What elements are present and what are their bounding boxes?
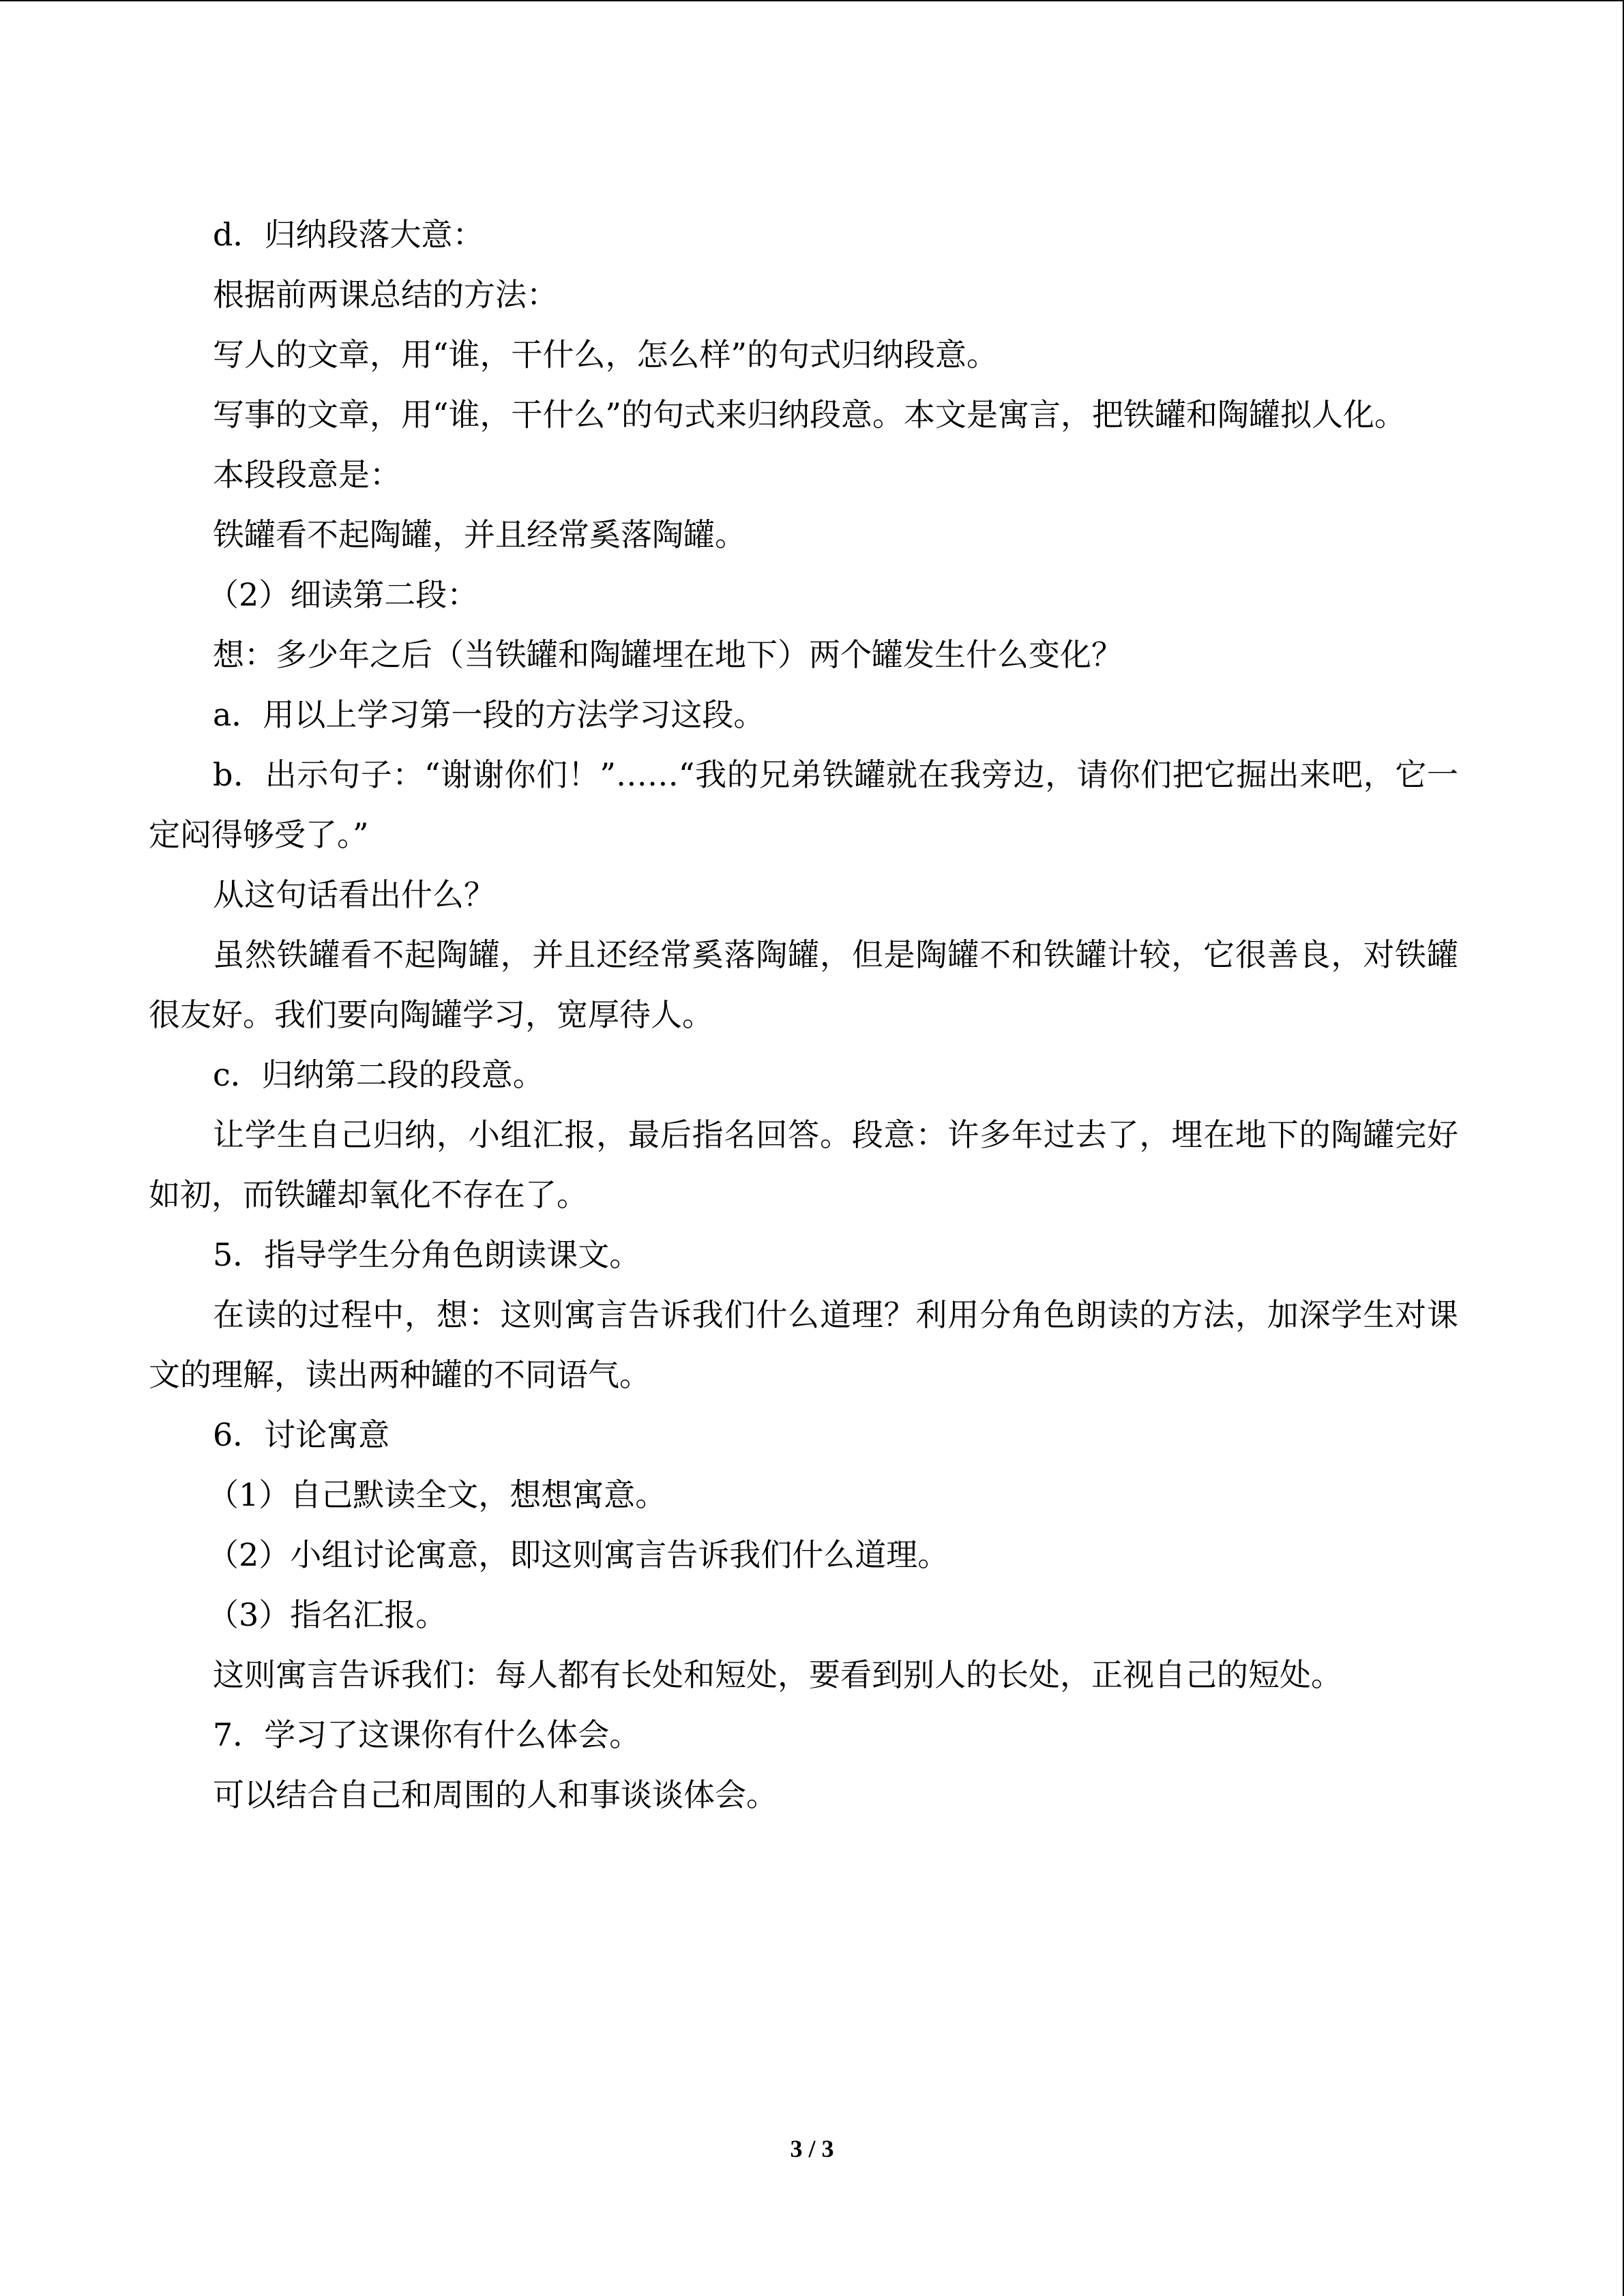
paragraph: b．出示句子：“谢谢你们！”……“我的兄弟铁罐就在我旁边，请你们把它掘出来吧，它一定闷得够受了。” <box>149 756 1458 853</box>
paragraph: 虽然铁罐看不起陶罐，并且还经常奚落陶罐，但是陶罐不和铁罐计较，它很善良，对铁罐很友好。我们要向陶罐学习，宽厚待人。 <box>149 936 1458 1033</box>
paragraph: 写人的文章，用“谁，干什么，怎么样”的句式归纳段意。 <box>213 336 999 373</box>
list-item: （2）小组讨论寓意，即这则寓言告诉我们什么道理。 <box>207 1536 949 1573</box>
section-heading: 6．讨论寓意 <box>213 1416 390 1453</box>
paragraph: 可以结合自己和周围的人和事谈谈体会。 <box>213 1776 778 1813</box>
paragraph: a．用以上学习第一段的方法学习这段。 <box>213 696 765 733</box>
document-body <box>149 205 1458 1825</box>
paragraph: 铁罐看不起陶罐，并且经常奚落陶罐。 <box>213 516 746 553</box>
list-item: （1）自己默读全文，想想寓意。 <box>207 1476 667 1513</box>
paragraph: d．归纳段落大意： <box>213 216 484 253</box>
paragraph: 写事的文章，用“谁，干什么”的句式来归纳段意。本文是寓言，把铁罐和陶罐拟人化。 <box>213 396 1406 433</box>
paragraph: 在读的过程中，想：这则寓言告诉我们什么道理？利用分角色朗读的方法，加深学生对课文的理解，读出两种罐的不同语气。 <box>149 1296 1458 1393</box>
paragraph: 让学生自己归纳，小组汇报，最后指名回答。段意：许多年过去了，埋在地下的陶罐完好如初，而铁罐却氧化不存在了。 <box>149 1116 1458 1213</box>
section-heading: （2）细读第二段： <box>207 576 479 613</box>
section-heading: 7．学习了这课你有什么体会。 <box>213 1716 641 1753</box>
paragraph: 从这句话看出什么？ <box>213 876 495 913</box>
paragraph: 根据前两课总结的方法： <box>213 276 558 313</box>
paragraph: 这则寓言告诉我们：每人都有长处和短处，要看到别人的长处，正视自己的短处。 <box>213 1656 1342 1693</box>
page-number: 3 / 3 <box>790 2135 834 2162</box>
paragraph: 本段段意是： <box>213 456 401 493</box>
paragraph: 想：多少年之后（当铁罐和陶罐埋在地下）两个罐发生什么变化？ <box>213 636 1123 673</box>
paragraph: c．归纳第二段的段意。 <box>213 1056 544 1093</box>
section-heading: 5．指导学生分角色朗读课文。 <box>213 1236 641 1273</box>
list-item: （3）指名汇报。 <box>207 1596 447 1633</box>
